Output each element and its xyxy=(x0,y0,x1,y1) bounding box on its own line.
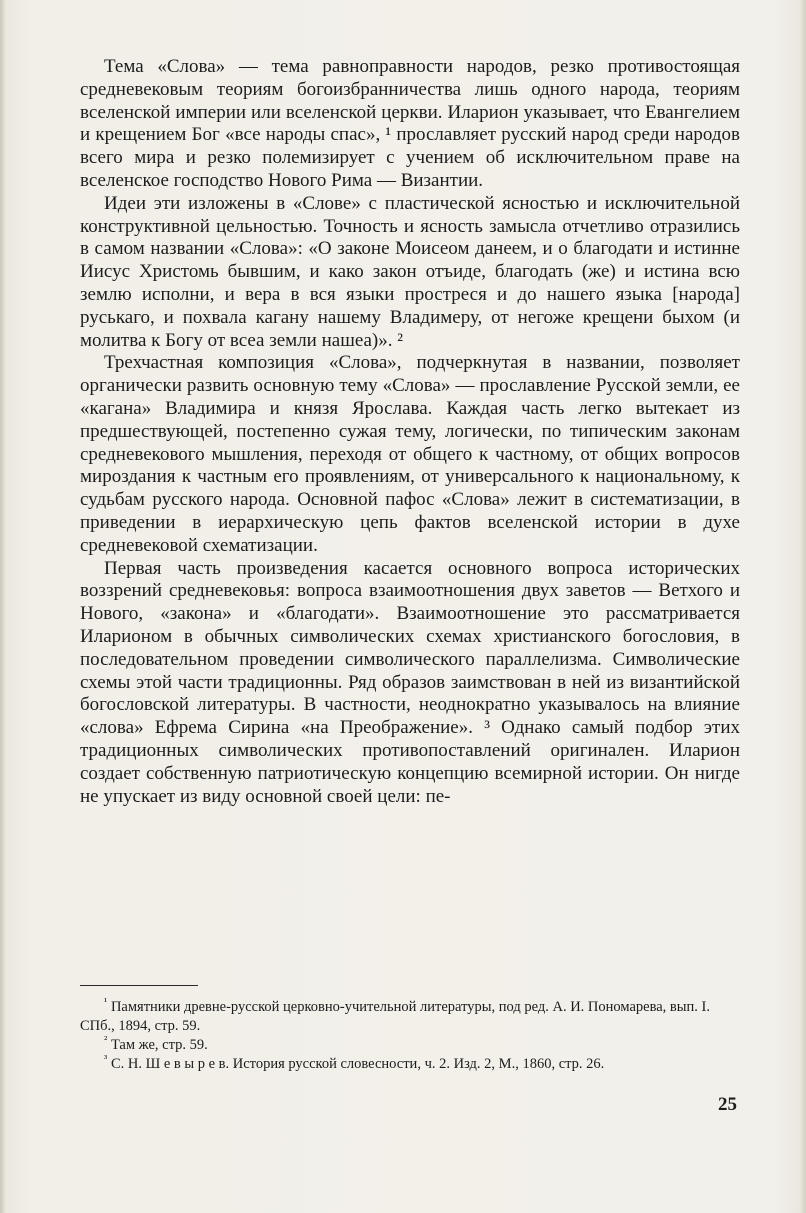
footnote-separator xyxy=(80,985,198,986)
main-text xyxy=(80,56,740,808)
footnote-1 xyxy=(80,998,740,1036)
paragraph-2: Идеи эти изложены в «Слове» с пластической ясностью и исключительной конструктивной цельностью. Точность и ясность замысла отчетливо отразились в самом названии «Слова»: «О законе Моисеом данеем, и о благодати и истинне Иисус Христомь бывшим, и како закон отъиде, благодать (же) и истина всю землю исполни, и вера в вся языки простреся и до нашего языка [народа] руськаго, и похвала кагану нашему Владимеру, от негоже крещени быхом (и молитва к Богу от всеа земли нашеа)». ² xyxy=(80,192,740,351)
footnote-1-mark: ¹ xyxy=(104,996,108,1009)
page-right-edge xyxy=(800,0,806,1213)
footnote-3 xyxy=(80,1055,740,1074)
footnote-2-mark: ² xyxy=(104,1034,108,1047)
footnote-3-text: С. Н. Ш е в ы р е в. История русской словесности, ч. 2. Изд. 2, М., 1860, стр. 26. xyxy=(110,1056,605,1072)
paragraph-3: Трехчастная композиция «Слова», подчеркнутая в названии, позволяет органически развить основную тему «Слова» — прославление Русской земли, ее «кагана» Владимира и князя Ярослава. Каждая часть легко вытекает из предшествующей, постепенно сужая тему, логически, по типическим законам средневекового мышления, переходя от общего к частному, от общих вопросов мироздания к частным его проявлениям, от универсального к национальному, к судьбам русского народа. Основной пафос «Слова» лежит в систематизации, в приведении в иерархическую цепь фактов вселенской истории в духе средневековой схематизации. xyxy=(80,352,740,556)
paragraph-4: Первая часть произведения касается основного вопроса исторических воззрений средневековья: вопроса взаимоотношения двух заветов — Ветхого и Нового, «закона» и «благодати». Взаимоотношение это рассматривается Иларионом в обычных символических схемах христианского богословия, в последовательном проведении символического параллелизма. Символические схемы этой части традиционны. Ряд образов заимствован в ней из византийской богословской литературы. В частности, неоднократно указывалось на влияние «слова» Ефрема Сирина «на Преображение». ³ Однако самый подбор этих традиционных символических противопоставлений оригинален. Иларион создает собственную патриотическую концепцию всемирной истории. Он нигде не упускает из виду основной своей цели: пе- xyxy=(80,557,740,807)
page-left-edge xyxy=(0,0,6,1213)
footnote-3-mark: ³ xyxy=(104,1053,108,1066)
footnote-1-text: Памятники древне-русской церковно-учительной литературы, под ред. А. И. Пономарева, вып. I. СПб., 1894, стр. 59. xyxy=(80,999,710,1034)
footnote-2-text: Там же, стр. 59. xyxy=(110,1037,208,1053)
footnotes xyxy=(80,998,740,1074)
paragraph-1: Тема «Слова» — тема равноправности народов, резко противостоящая средневековым теориям богоизбранничества лишь одного народа, теориям вселенской империи или вселенской церкви. Иларион указывает, что Евангелием и крещением Бог «все народы спас», ¹ прославляет русский народ среди народов всего мира и резко полемизирует с учением об исключительном праве на вселенское господство Нового Рима — Византии. xyxy=(80,56,740,191)
footnote-2 xyxy=(80,1036,740,1055)
page-number: 25 xyxy=(718,1094,737,1115)
